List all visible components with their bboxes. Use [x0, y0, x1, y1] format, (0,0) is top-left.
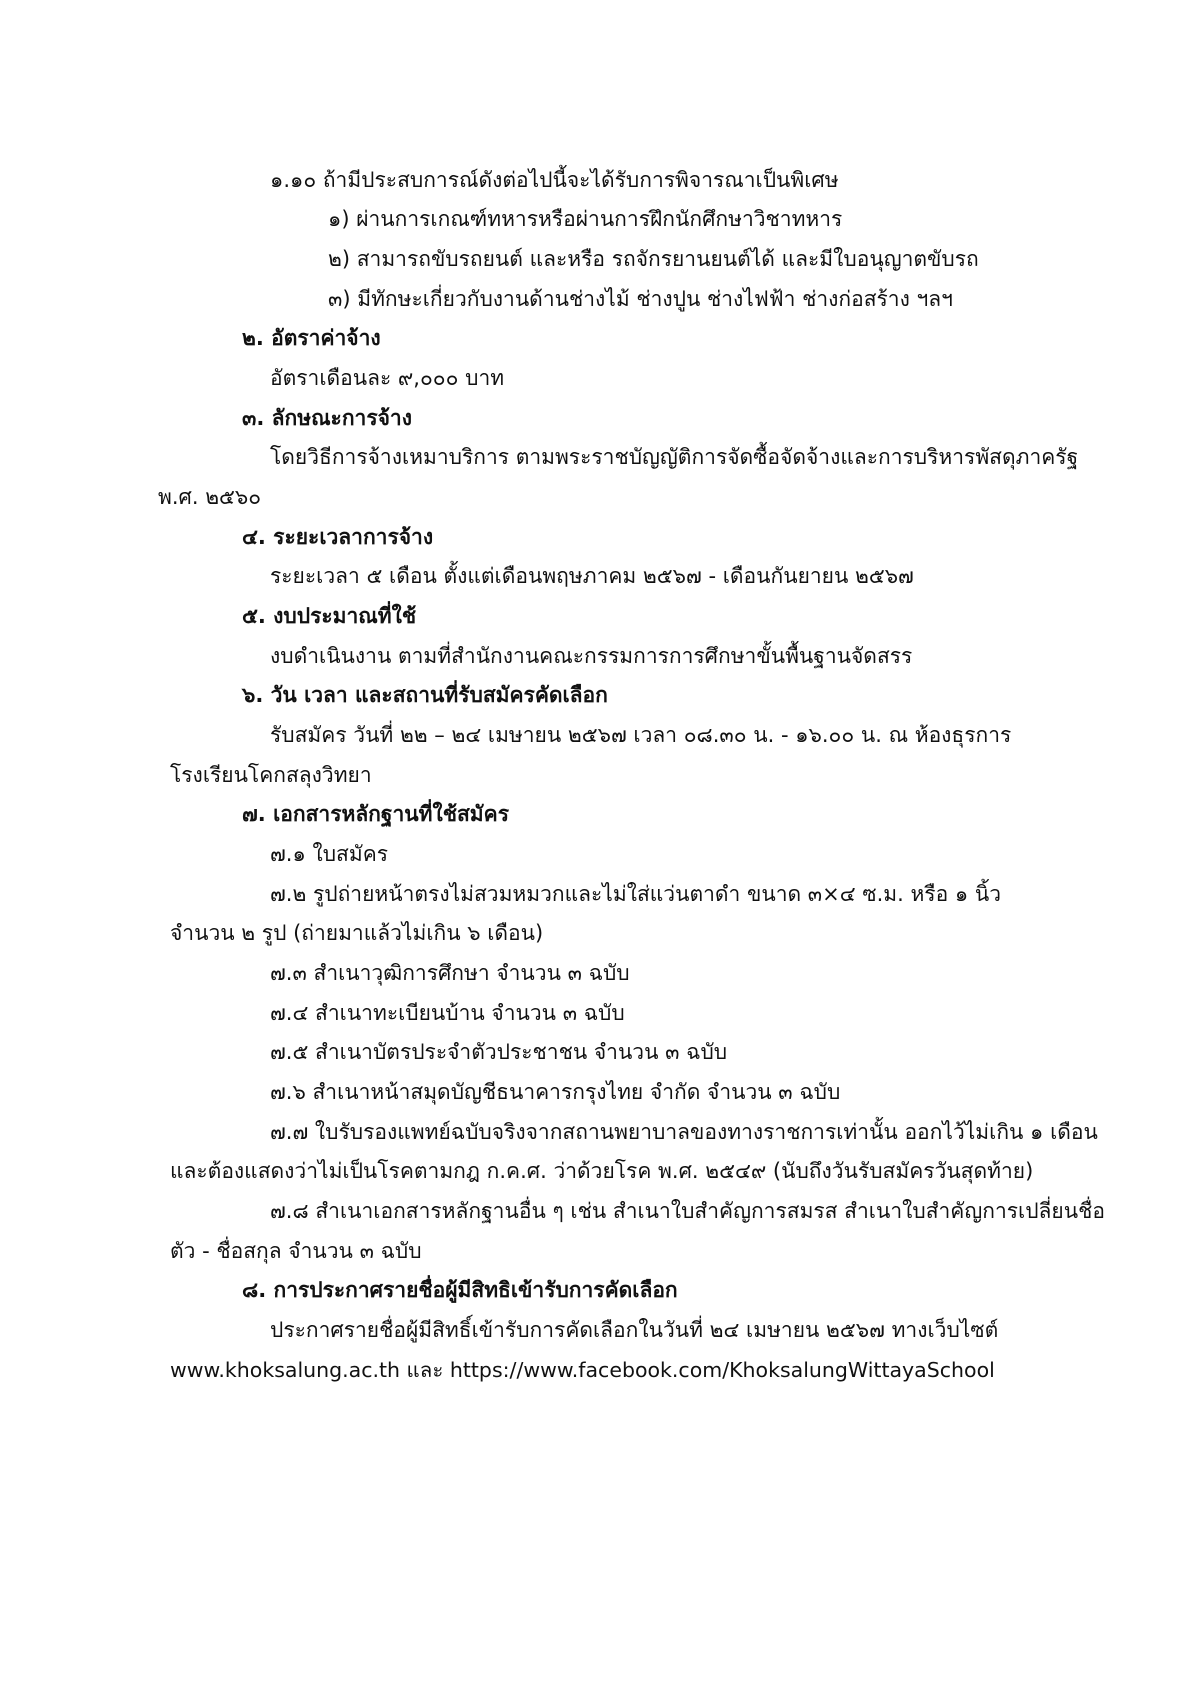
employment-period-text: ระยะเวลา ๕ เดือน ตั้งแต่เดือนพฤษภาคม ๒๕๖๗ - เดือนกันยายน ๒๕๖๗: [270, 564, 914, 588]
document-item-7-3: ๗.๓ สำเนาวุฒิการศึกษา จำนวน ๓ ฉบับ: [270, 961, 630, 985]
section-1-10-intro: ๑.๑๐ ถ้ามีประสบการณ์ดังต่อไปนี้จะได้รับการพิจารณาเป็นพิเศษ: [270, 168, 839, 192]
employment-method-text: โดยวิธีการจ้างเหมาบริการ ตามพระราชบัญญัติการจัดซื้อจัดจ้างและการบริหารพัสดุภาครัฐ: [270, 445, 1079, 469]
document-item-7-5: ๗.๕ สำเนาบัตรประจำตัวประชาชน จำนวน ๓ ฉบับ: [270, 1040, 728, 1064]
experience-item-3: ๓) มีทักษะเกี่ยวกับงานด้านช่างไม้ ช่างปูน ช่างไฟฟ้า ช่างก่อสร้าง ฯลฯ: [328, 287, 953, 311]
application-schedule-text: รับสมัคร วันที่ ๒๒ – ๒๔ เมษายน ๒๕๖๗ เวลา ๐๘.๓๐ น. - ๑๖.๐๐ น. ณ ห้องธุรการ: [270, 723, 1012, 747]
document-item-7-4: ๗.๔ สำเนาทะเบียนบ้าน จำนวน ๓ ฉบับ: [270, 1001, 625, 1025]
section-2-heading: ๒. อัตราค่าจ้าง: [242, 326, 381, 350]
experience-item-1: ๑) ผ่านการเกณฑ์ทหารหรือผ่านการฝึกนักศึกษาวิชาทหาร: [328, 207, 843, 231]
announcement-text: ประกาศรายชื่อผู้มีสิทธิ์เข้ารับการคัดเลือกในวันที่ ๒๔ เมษายน ๒๕๖๗ ทางเว็บไซต์: [270, 1318, 999, 1342]
document-item-7-8-cont: ตัว - ชื่อสกุล จำนวน ๓ ฉบับ: [170, 1239, 422, 1263]
document-item-7-6: ๗.๖ สำเนาหน้าสมุดบัญชีธนาคารกรุงไทย จำกัด จำนวน ๓ ฉบับ: [270, 1080, 841, 1104]
section-8-heading: ๘. การประกาศรายชื่อผู้มีสิทธิเข้ารับการคัดเลือก: [242, 1278, 678, 1302]
wage-rate-text: อัตราเดือนละ ๙,๐๐๐ บาท: [270, 366, 505, 390]
section-5-heading: ๕. งบประมาณที่ใช้: [242, 604, 417, 628]
document-item-7-2-cont: จำนวน ๒ รูป (ถ่ายมาแล้วไม่เกิน ๖ เดือน): [170, 921, 544, 945]
budget-text: งบดำเนินงาน ตามที่สำนักงานคณะกรรมการการศึกษาขั้นพื้นฐานจัดสรร: [270, 644, 913, 668]
section-4-heading: ๔. ระยะเวลาการจ้าง: [242, 525, 434, 549]
announcement-links: www.khoksalung.ac.th และ https://www.facebook.com/KhoksalungWittayaSchool: [170, 1358, 995, 1382]
employment-method-text-cont: พ.ศ. ๒๕๖๐: [158, 485, 262, 509]
application-schedule-text-cont: โรงเรียนโคกสลุงวิทยา: [170, 763, 372, 787]
experience-item-2: ๒) สามารถขับรถยนต์ และหรือ รถจักรยานยนต์ได้ และมีใบอนุญาตขับรถ: [328, 247, 979, 271]
document-item-7-7-cont: และต้องแสดงว่าไม่เป็นโรคตามกฎ ก.ค.ศ. ว่าด้วยโรค พ.ศ. ๒๕๔๙ (นับถึงวันรับสมัครวันสุดท้าย): [170, 1159, 1034, 1183]
document-item-7-7: ๗.๗ ใบรับรองแพทย์ฉบับจริงจากสถานพยาบาลของทางราชการเท่านั้น ออกไว้ไม่เกิน ๑ เดือน: [270, 1120, 1098, 1144]
document-item-7-1: ๗.๑ ใบสมัคร: [270, 842, 389, 866]
section-3-heading: ๓. ลักษณะการจ้าง: [242, 406, 412, 430]
section-7-heading: ๗. เอกสารหลักฐานที่ใช้สมัคร: [242, 802, 509, 826]
section-6-heading: ๖. วัน เวลา และสถานที่รับสมัครคัดเลือก: [242, 683, 608, 707]
document-item-7-8: ๗.๘ สำเนาเอกสารหลักฐานอื่น ๆ เช่น สำเนาใบสำคัญการสมรส สำเนาใบสำคัญการเปลี่ยนชื่อ: [270, 1199, 1105, 1223]
document-item-7-2: ๗.๒ รูปถ่ายหน้าตรงไม่สวมหมวกและไม่ใส่แว่นตาดำ ขนาด ๓×๔ ซ.ม. หรือ ๑ นิ้ว: [270, 882, 1002, 906]
